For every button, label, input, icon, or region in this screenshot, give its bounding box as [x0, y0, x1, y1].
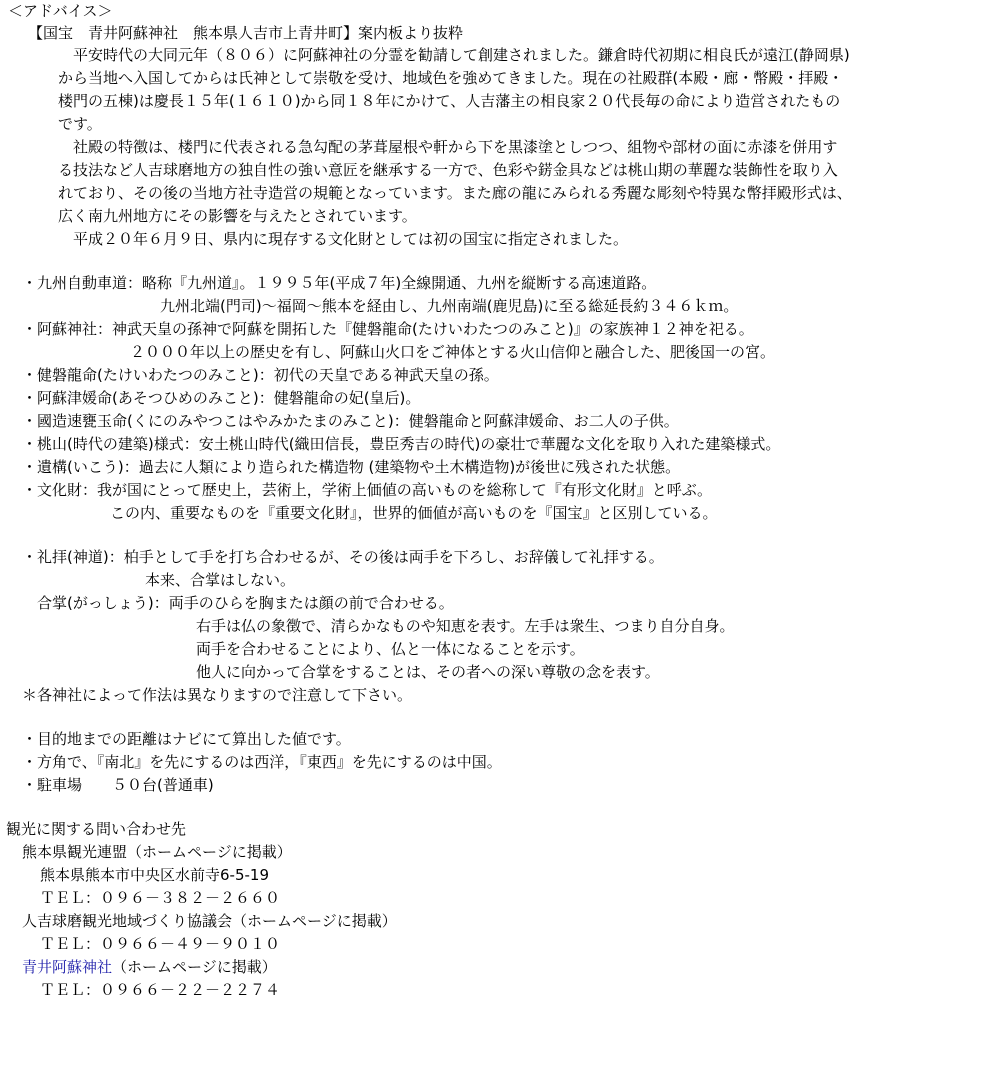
- contact-kumamoto-tel: ＴＥＬ：０９６－３８２－２６６０: [40, 889, 281, 907]
- note-item: ・方角で、『南北』を先にするのは西洋，『東西』を先にするのは中国。: [22, 753, 502, 771]
- notice-paragraph-line: る技法など人吉球磨地方の独自性の強い意匠を継承する一方で、色彩や錺金具などは桃山期の華麗な装飾性を取り入: [58, 161, 838, 179]
- glossary-item: ・國造速甕玉命(くにのみやつこはやみかたまのみこと)：健磐龍命と阿蘇津媛命、お二人の子供。: [22, 412, 679, 430]
- glossary-item-continued: ２０００年以上の歴史を有し、阿蘇山火口をご神体とする火山信仰と融合した、肥後国一の宮。: [130, 343, 776, 361]
- contact-kumamoto-address: 熊本県熊本市中央区水前寺6-5-19: [40, 866, 270, 884]
- glossary-item-continued: 九州北端(門司)～福岡～熊本を経由し、九州南端(鹿児島)に至る総延長約３４６ｋｍ。: [160, 297, 739, 315]
- notice-title: 【国宝 青井阿蘇神社 熊本県人吉市上青井町】案内板より抜粋: [28, 24, 464, 42]
- contact-hitoyoshi-tel: ＴＥＬ：０９６６－４９－９０１０: [40, 935, 281, 953]
- etiquette-item-continued: 右手は仏の象徴で、清らかなものや知恵を表す。左手は衆生、つまり自分自身。: [196, 617, 735, 635]
- shrine-homepage-link[interactable]: 青井阿蘇神社: [22, 958, 113, 976]
- notice-paragraph-line: 平安時代の大同元年（８０６）に阿蘇神社の分霊を勧請して創建されました。鎌倉時代初期に相良氏が遠江(静岡県): [73, 46, 850, 64]
- contacts-title: 観光に関する問い合わせ先: [6, 820, 187, 838]
- contact-shrine-tel: ＴＥＬ：０９６６－２２－２２７４: [40, 981, 281, 999]
- note-item: ・目的地までの距離はナビにて算出した値です。: [22, 730, 351, 748]
- notice-paragraph-line: 社殿の特徴は、楼門に代表される急勾配の茅葺屋根や軒から下を黒漆塗としつつ、組物や部材の面に赤漆を併用す: [73, 138, 838, 156]
- contact-shrine-row: [22, 956, 277, 978]
- contact-hitoyoshi-name: 人吉球磨観光地域づくり協議会（ホームページに掲載）: [22, 912, 397, 930]
- glossary-item: ・桃山(時代の建築)様式：安土桃山時代(織田信長，豊臣秀吉の時代)の豪壮で華麗な文化を取り入れた建築様式。: [22, 435, 781, 453]
- notice-paragraph-line: から当地へ入国してからは氏神として崇敬を受け、地域色を強めてきました。現在の社殿群(本殿・廊・幣殿・拝殿・: [58, 69, 844, 87]
- etiquette-caution: ＊各神社によって作法は異なりますので注意して下さい。: [22, 686, 413, 704]
- glossary-item: ・遺構(いこう)：過去に人類により造られた構造物 (建築物や土木構造物)が後世に残された状態。: [22, 458, 681, 476]
- etiquette-item-continued: 他人に向かって合掌をすることは、その者への深い尊敬の念を表す。: [196, 663, 660, 681]
- etiquette-item: ・礼拝(神道)：柏手として手を打ち合わせるが、その後は両手を下ろし、お辞儀して礼拝する。: [22, 548, 664, 566]
- glossary-item: ・健磐龍命(たけいわたつのみこと)：初代の天皇である神武天皇の孫。: [22, 366, 499, 384]
- shrine-homepage-suffix: （ホームページに掲載）: [112, 958, 277, 976]
- notice-paragraph-line: 楼門の五棟)は慶長１５年(１６１０)から同１８年にかけて、人吉藩主の相良家２０代長毎の命により造営されたもの: [58, 92, 841, 110]
- etiquette-item-continued: 本来、合掌はしない。: [145, 571, 296, 589]
- notice-paragraph-line: れており、その後の当地方社寺造営の規範となっています。また廊の龍にみられる秀麗な彫刻や特異な幣拝殿形式は、: [58, 184, 852, 202]
- note-item: ・駐車場 ５０台(普通車): [22, 776, 214, 794]
- notice-paragraph-line: です。: [58, 115, 102, 133]
- etiquette-item-continued: 両手を合わせることにより、仏と一体になることを示す。: [196, 640, 585, 658]
- glossary-item: ・九州自動車道：略称『九州道』。１９９５年(平成７年)全線開通、九州を縦断する高速道路。: [22, 274, 657, 292]
- contact-kumamoto-name: 熊本県観光連盟（ホームページに掲載）: [22, 843, 292, 861]
- glossary-item: ・文化財：我が国にとって歴史上，芸術上，学術上価値の高いものを総称して『有形文化財』と呼ぶ。: [22, 481, 713, 499]
- etiquette-item: 合掌(がっしょう)：両手のひらを胸または顔の前で合わせる。: [37, 594, 454, 612]
- page-heading: ＜アドバイス＞: [8, 2, 113, 20]
- glossary-item: ・阿蘇神社：神武天皇の孫神で阿蘇を開拓した『健磐龍命(たけいわたつのみこと)』の家族神１２神を祀る。: [22, 320, 754, 338]
- glossary-item-continued: この内、重要なものを『重要文化財』，世界的価値が高いものを『国宝』と区別している。: [110, 504, 718, 522]
- notice-paragraph-line: 平成２０年６月９日、県内に現存する文化財としては初の国宝に指定されました。: [73, 230, 629, 248]
- glossary-item: ・阿蘇津媛命(あそつひめのみこと)：健磐龍命の妃(皇后)。: [22, 389, 421, 407]
- notice-paragraph-line: 広く南九州地方にその影響を与えたとされています。: [58, 207, 417, 225]
